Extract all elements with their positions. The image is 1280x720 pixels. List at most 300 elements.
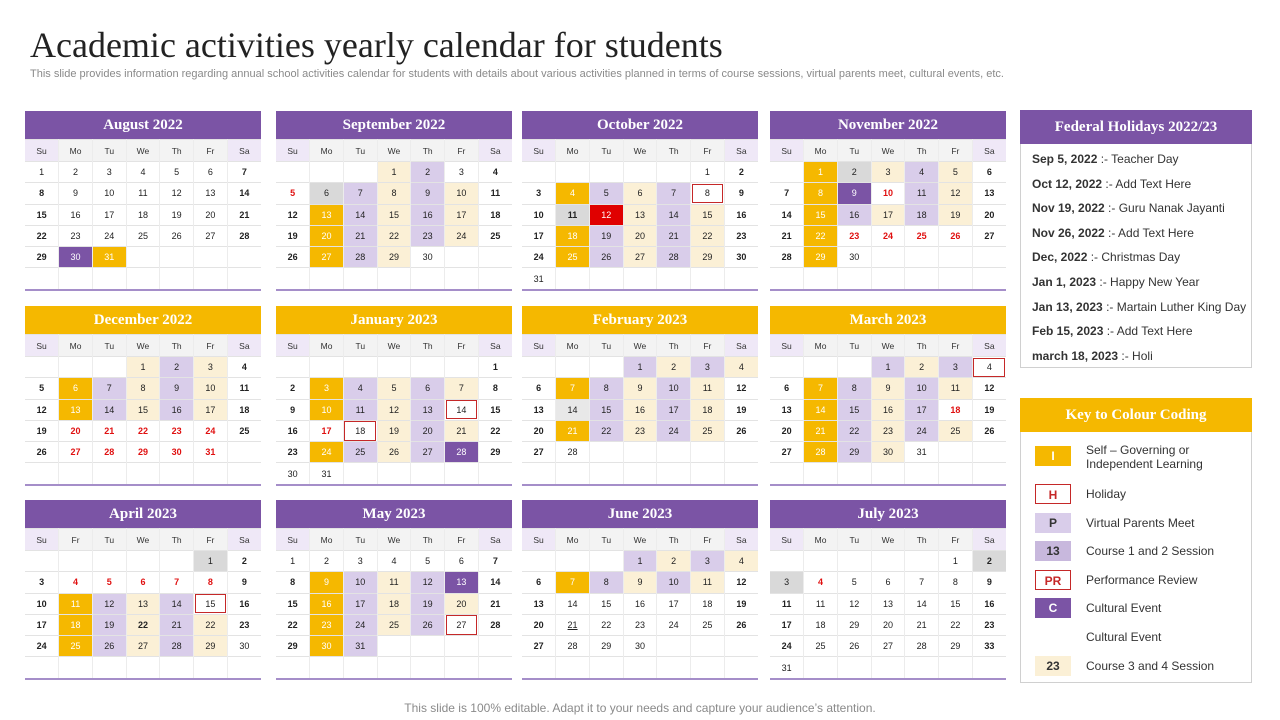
calendar-day-cell: 8 xyxy=(691,183,725,204)
weekday-header: Sa xyxy=(227,529,261,551)
colour-key-item xyxy=(1035,443,1245,469)
calendar-day-cell: 5 xyxy=(25,378,59,399)
calendar-day-cell: 18 xyxy=(59,614,93,635)
calendar-day-cell: 12 xyxy=(724,378,758,399)
calendar-day-cell: 14 xyxy=(160,593,194,614)
calendar-day-cell: 3 xyxy=(445,162,479,183)
calendar-day-cell xyxy=(377,268,411,289)
calendar-day-cell: 2 xyxy=(227,551,261,572)
calendar-day-cell xyxy=(160,268,194,289)
calendar-day-cell: 7 xyxy=(905,572,939,593)
weekday-header: Sa xyxy=(724,335,758,357)
calendar-day-cell xyxy=(377,357,411,378)
calendar-day-cell: 21 xyxy=(556,614,590,635)
calendar-month-title: May 2023 xyxy=(276,500,512,528)
calendar-day-cell: 28 xyxy=(556,442,590,463)
calendar-day-cell: 13 xyxy=(194,183,228,204)
calendar-day-cell xyxy=(445,357,479,378)
calendar-month xyxy=(25,306,261,486)
weekday-header: Mo xyxy=(310,335,344,357)
calendar-day-cell: 20 xyxy=(59,420,93,441)
colour-key-label: Performance Review xyxy=(1086,573,1198,587)
calendar-day-cell: 1 xyxy=(871,357,905,378)
calendar-day-cell: 23 xyxy=(623,614,657,635)
calendar-day-cell xyxy=(871,268,905,289)
calendar-day-cell: 30 xyxy=(227,636,261,657)
calendar-day-cell: 22 xyxy=(194,614,228,635)
calendar-day-cell: 26 xyxy=(377,442,411,463)
calendar-day-cell: 6 xyxy=(770,378,804,399)
calendar-day-cell: 20 xyxy=(871,614,905,635)
calendar-day-cell: 2 xyxy=(59,162,93,183)
calendar-day-cell xyxy=(160,657,194,678)
calendar-day-cell xyxy=(623,442,657,463)
colour-key-label: Course 3 and 4 Session xyxy=(1086,659,1215,673)
calendar-day-cell: 29 xyxy=(837,442,871,463)
calendar-day-cell: 1 xyxy=(126,357,160,378)
weekday-header: We xyxy=(623,529,657,551)
holiday-item xyxy=(1021,172,1251,197)
weekday-header: We xyxy=(126,140,160,162)
calendar-day-cell: 16 xyxy=(972,593,1006,614)
calendar-day-cell: 15 xyxy=(837,399,871,420)
calendar-day-cell: 20 xyxy=(623,225,657,246)
calendar-day-cell: 12 xyxy=(411,572,445,593)
calendar-day-cell: 17 xyxy=(25,614,59,635)
weekday-header: Sa xyxy=(724,140,758,162)
weekday-header: Th xyxy=(905,140,939,162)
calendar-day-cell xyxy=(126,247,160,268)
calendar-day-cell: 7 xyxy=(343,183,377,204)
calendar-day-cell: 12 xyxy=(939,183,973,204)
calendar-day-cell: 8 xyxy=(804,183,838,204)
calendar-day-cell xyxy=(804,657,838,678)
calendar-day-cell: 4 xyxy=(227,357,261,378)
calendar-day-cell: 5 xyxy=(411,551,445,572)
weekday-header: Mo xyxy=(804,529,838,551)
calendar-day-cell: 20 xyxy=(445,593,479,614)
calendar-day-cell: 15 xyxy=(126,399,160,420)
calendar-day-cell xyxy=(691,636,725,657)
calendar-day-cell xyxy=(724,268,758,289)
weekday-header: Sa xyxy=(972,529,1006,551)
calendar-day-cell xyxy=(623,162,657,183)
calendar-table xyxy=(770,334,1006,484)
calendar-day-cell xyxy=(445,268,479,289)
calendar-day-cell xyxy=(939,463,973,484)
calendar-day-cell: 12 xyxy=(25,399,59,420)
calendar-day-cell: 25 xyxy=(939,420,973,441)
weekday-header: Su xyxy=(276,140,310,162)
calendar-day-cell: 27 xyxy=(126,636,160,657)
calendar-day-cell: 17 xyxy=(310,420,344,441)
colour-key-item xyxy=(1035,567,1245,593)
calendar-day-cell: 33 xyxy=(972,636,1006,657)
calendar-day-cell xyxy=(837,268,871,289)
weekday-header: Fr xyxy=(939,335,973,357)
calendar-day-cell xyxy=(478,463,512,484)
calendar-day-cell: 18 xyxy=(377,593,411,614)
calendar-day-cell: 23 xyxy=(411,225,445,246)
calendar-day-cell: 11 xyxy=(227,378,261,399)
calendar-day-cell: 16 xyxy=(871,399,905,420)
weekday-header: We xyxy=(623,140,657,162)
weekday-header: Fr xyxy=(691,140,725,162)
calendar-day-cell: 11 xyxy=(939,378,973,399)
calendar-day-cell xyxy=(377,463,411,484)
weekday-header: Tu xyxy=(589,140,623,162)
calendar-day-cell: 6 xyxy=(310,183,344,204)
weekday-header: Su xyxy=(522,335,556,357)
colour-key-label: Cultural Event xyxy=(1086,630,1162,644)
calendar-day-cell: 3 xyxy=(522,183,556,204)
calendar-day-cell xyxy=(724,442,758,463)
calendar-day-cell: 4 xyxy=(377,551,411,572)
calendar-day-cell: 17 xyxy=(770,614,804,635)
calendar-day-cell: 27 xyxy=(310,247,344,268)
calendar-day-cell: 22 xyxy=(25,225,59,246)
calendar-day-cell: 18 xyxy=(804,614,838,635)
calendar-day-cell: 1 xyxy=(623,551,657,572)
calendar-day-cell: 26 xyxy=(25,442,59,463)
calendar-day-cell: 6 xyxy=(59,378,93,399)
calendar-day-cell: 10 xyxy=(871,183,905,204)
weekday-header: Tu xyxy=(92,140,126,162)
calendar-day-cell: 30 xyxy=(724,247,758,268)
calendar-day-cell: 13 xyxy=(126,593,160,614)
calendar-day-cell: 17 xyxy=(905,399,939,420)
calendar-day-cell: 21 xyxy=(343,225,377,246)
calendar-day-cell: 29 xyxy=(837,614,871,635)
calendar-day-cell xyxy=(478,247,512,268)
calendar-day-cell: 15 xyxy=(589,593,623,614)
calendar-day-cell: 11 xyxy=(478,183,512,204)
calendar-day-cell: 26 xyxy=(276,247,310,268)
calendar-day-cell xyxy=(522,357,556,378)
calendar-day-cell: 26 xyxy=(92,636,126,657)
calendar-day-cell xyxy=(871,247,905,268)
calendar-day-cell xyxy=(92,657,126,678)
holiday-item xyxy=(1021,344,1251,369)
calendar-day-cell: 29 xyxy=(25,247,59,268)
calendar-day-cell: 9 xyxy=(837,183,871,204)
calendar-day-cell: 26 xyxy=(837,636,871,657)
calendar-day-cell xyxy=(310,162,344,183)
calendar-day-cell: 22 xyxy=(126,420,160,441)
calendar-day-cell xyxy=(939,442,973,463)
calendar-day-cell: 11 xyxy=(770,593,804,614)
calendar-day-cell xyxy=(445,636,479,657)
weekday-header: Th xyxy=(160,529,194,551)
calendar-day-cell xyxy=(227,463,261,484)
calendar-day-cell xyxy=(276,357,310,378)
calendar-day-cell: 10 xyxy=(194,378,228,399)
weekday-header: Su xyxy=(522,140,556,162)
holiday-name: :- Guru Nanak Jayanti xyxy=(1104,201,1225,216)
calendar-day-cell: 17 xyxy=(445,204,479,225)
calendar-day-cell: 12 xyxy=(377,399,411,420)
holiday-item xyxy=(1021,221,1251,246)
calendar-day-cell: 16 xyxy=(160,399,194,420)
calendar-day-cell: 12 xyxy=(972,378,1006,399)
weekday-header: Fr xyxy=(445,335,479,357)
colour-key-label: Virtual Parents Meet xyxy=(1086,516,1195,530)
holiday-item xyxy=(1021,295,1251,320)
calendar-day-cell: 16 xyxy=(59,204,93,225)
calendar-day-cell: 26 xyxy=(724,420,758,441)
calendar-day-cell: 4 xyxy=(724,357,758,378)
federal-holidays-list xyxy=(1021,144,1251,368)
calendar-day-cell: 18 xyxy=(905,204,939,225)
calendar-day-cell: 8 xyxy=(194,572,228,593)
calendar-day-cell xyxy=(445,463,479,484)
calendar-day-cell: 19 xyxy=(92,614,126,635)
calendar-day-cell: 24 xyxy=(194,420,228,441)
calendar-day-cell: 1 xyxy=(623,357,657,378)
calendar-day-cell: 19 xyxy=(589,225,623,246)
weekday-header: Sa xyxy=(478,140,512,162)
calendar-day-cell xyxy=(92,463,126,484)
calendar-day-cell: 18 xyxy=(691,593,725,614)
calendar-day-cell: 8 xyxy=(276,572,310,593)
calendar-day-cell: 21 xyxy=(556,420,590,441)
weekday-header: Mo xyxy=(804,335,838,357)
holiday-date: Sep 5, 2022 xyxy=(1032,152,1098,166)
calendar-day-cell: 28 xyxy=(227,225,261,246)
calendar-day-cell: 13 xyxy=(411,399,445,420)
calendar-day-cell: 21 xyxy=(227,204,261,225)
calendar-day-cell xyxy=(522,657,556,678)
weekday-header: Su xyxy=(276,335,310,357)
calendar-day-cell: 26 xyxy=(939,225,973,246)
calendar-day-cell: 18 xyxy=(556,225,590,246)
federal-holidays-title: Federal Holidays 2022/23 xyxy=(1020,110,1252,144)
weekday-header: Th xyxy=(905,335,939,357)
calendar-day-cell: 31 xyxy=(310,463,344,484)
calendar-day-cell: 6 xyxy=(445,551,479,572)
calendar-table xyxy=(522,528,758,678)
calendar-day-cell: 9 xyxy=(59,183,93,204)
holiday-name: :- Add Text Here xyxy=(1103,324,1193,339)
calendar-day-cell xyxy=(589,463,623,484)
calendar-day-cell: 22 xyxy=(126,614,160,635)
calendar-day-cell xyxy=(589,657,623,678)
calendar-day-cell: 24 xyxy=(445,225,479,246)
calendar-day-cell: 22 xyxy=(939,614,973,635)
colour-key-item xyxy=(1035,624,1245,650)
calendar-day-cell xyxy=(657,463,691,484)
calendar-day-cell: 9 xyxy=(160,378,194,399)
calendar-day-cell: 22 xyxy=(478,420,512,441)
colour-key-item xyxy=(1035,481,1245,507)
calendar-day-cell: 28 xyxy=(905,636,939,657)
calendar-day-cell: 9 xyxy=(623,378,657,399)
calendar-day-cell: 28 xyxy=(657,247,691,268)
calendar-day-cell: 5 xyxy=(589,183,623,204)
calendar-day-cell: 8 xyxy=(126,378,160,399)
calendar-day-cell: 11 xyxy=(905,183,939,204)
holiday-name: :- Holi xyxy=(1118,348,1153,363)
calendar-day-cell: 29 xyxy=(478,442,512,463)
calendar-day-cell xyxy=(411,357,445,378)
calendar-day-cell: 11 xyxy=(804,593,838,614)
calendar-day-cell: 22 xyxy=(804,225,838,246)
calendar-day-cell: 27 xyxy=(522,636,556,657)
calendar-day-cell: 9 xyxy=(724,183,758,204)
calendar-day-cell: 30 xyxy=(837,247,871,268)
holiday-name: :- Add Text Here xyxy=(1104,225,1194,240)
calendar-day-cell xyxy=(59,357,93,378)
calendar-day-cell: 23 xyxy=(276,442,310,463)
calendar-day-cell xyxy=(837,463,871,484)
calendar-day-cell: 4 xyxy=(972,357,1006,378)
calendar-day-cell: 3 xyxy=(310,378,344,399)
calendar-day-cell: 12 xyxy=(837,593,871,614)
weekday-header: Tu xyxy=(92,529,126,551)
calendar-day-cell: 27 xyxy=(972,225,1006,246)
calendar-day-cell: 25 xyxy=(691,420,725,441)
calendar-day-cell: 7 xyxy=(160,572,194,593)
calendar-day-cell: 2 xyxy=(411,162,445,183)
calendar-day-cell: 19 xyxy=(411,593,445,614)
calendar-day-cell: 3 xyxy=(691,551,725,572)
calendar-day-cell: 6 xyxy=(522,572,556,593)
calendar-day-cell: 15 xyxy=(589,399,623,420)
calendar-day-cell: 9 xyxy=(276,399,310,420)
calendar-day-cell xyxy=(556,357,590,378)
calendar-day-cell: 9 xyxy=(310,572,344,593)
calendar-day-cell: 27 xyxy=(411,442,445,463)
colour-key-panel xyxy=(1020,398,1252,683)
holiday-date: Nov 26, 2022 xyxy=(1032,225,1105,240)
calendar-day-cell: 19 xyxy=(276,225,310,246)
weekday-header: Fr xyxy=(691,335,725,357)
calendar-day-cell: 10 xyxy=(310,399,344,420)
calendar-day-cell: 16 xyxy=(227,593,261,614)
calendar-day-cell: 20 xyxy=(770,420,804,441)
weekday-header: Fr xyxy=(194,140,228,162)
calendar-day-cell: 28 xyxy=(92,442,126,463)
calendar-day-cell xyxy=(276,162,310,183)
calendar-day-cell: 3 xyxy=(194,357,228,378)
calendar-day-cell xyxy=(343,463,377,484)
calendar-day-cell: 2 xyxy=(972,551,1006,572)
calendar-day-cell: 7 xyxy=(804,378,838,399)
calendar-month-title: July 2023 xyxy=(770,500,1006,528)
holiday-date: Jan 13, 2023 xyxy=(1032,299,1103,314)
calendar-table xyxy=(276,139,512,289)
calendar-day-cell xyxy=(194,463,228,484)
calendar-day-cell: 14 xyxy=(556,593,590,614)
calendar-day-cell: 13 xyxy=(972,183,1006,204)
calendar-day-cell: 7 xyxy=(478,551,512,572)
weekday-header: Tu xyxy=(92,335,126,357)
calendar-day-cell: 5 xyxy=(276,183,310,204)
calendar-day-cell xyxy=(837,357,871,378)
calendar-day-cell xyxy=(310,268,344,289)
weekday-header: Th xyxy=(411,140,445,162)
calendar-month xyxy=(25,111,261,291)
colour-swatch: 23 xyxy=(1035,656,1071,676)
page-title: Academic activities yearly calendar for students xyxy=(30,25,723,65)
calendar-day-cell: 11 xyxy=(59,593,93,614)
calendar-day-cell xyxy=(871,551,905,572)
calendar-table xyxy=(276,334,512,484)
calendar-day-cell: 10 xyxy=(657,572,691,593)
holiday-name: :- Add Text Here xyxy=(1102,176,1192,191)
calendar-day-cell xyxy=(25,657,59,678)
calendar-day-cell xyxy=(871,657,905,678)
calendar-day-cell: 24 xyxy=(770,636,804,657)
calendar-day-cell: 17 xyxy=(657,399,691,420)
calendar-day-cell: 23 xyxy=(227,614,261,635)
calendar-day-cell xyxy=(126,268,160,289)
calendar-day-cell: 25 xyxy=(227,420,261,441)
weekday-header: We xyxy=(871,529,905,551)
calendar-day-cell: 5 xyxy=(837,572,871,593)
calendar-day-cell: 15 xyxy=(691,204,725,225)
calendar-day-cell: 8 xyxy=(478,378,512,399)
calendar-month xyxy=(25,500,261,680)
calendar-day-cell: 4 xyxy=(126,162,160,183)
weekday-header: Su xyxy=(25,529,59,551)
calendar-day-cell: 3 xyxy=(691,357,725,378)
calendar-day-cell: 7 xyxy=(657,183,691,204)
calendar-day-cell xyxy=(691,463,725,484)
calendar-day-cell: 25 xyxy=(905,225,939,246)
holiday-item xyxy=(1021,196,1251,221)
calendar-day-cell xyxy=(377,636,411,657)
calendar-day-cell: 4 xyxy=(478,162,512,183)
calendar-day-cell: 23 xyxy=(837,225,871,246)
colour-key-label: Self – Governing or Independent Learning xyxy=(1086,443,1203,471)
calendar-day-cell: 8 xyxy=(589,572,623,593)
calendar-day-cell: 4 xyxy=(804,572,838,593)
calendar-day-cell: 1 xyxy=(691,162,725,183)
calendar-day-cell: 20 xyxy=(310,225,344,246)
weekday-header: Su xyxy=(770,529,804,551)
calendar-day-cell: 22 xyxy=(589,420,623,441)
calendar-day-cell: 16 xyxy=(837,204,871,225)
calendar-day-cell xyxy=(194,247,228,268)
calendar-day-cell: 2 xyxy=(724,162,758,183)
weekday-header: We xyxy=(377,529,411,551)
calendar-table xyxy=(522,139,758,289)
calendar-day-cell xyxy=(59,657,93,678)
calendar-month xyxy=(522,111,758,291)
calendar-day-cell: 24 xyxy=(343,614,377,635)
colour-swatch: P xyxy=(1035,513,1071,533)
calendar-day-cell: 31 xyxy=(905,442,939,463)
calendar-day-cell: 25 xyxy=(478,225,512,246)
calendar-month xyxy=(770,306,1006,486)
holiday-item xyxy=(1021,245,1251,270)
weekday-header: Su xyxy=(770,140,804,162)
calendar-day-cell xyxy=(556,268,590,289)
calendar-day-cell: 13 xyxy=(310,204,344,225)
calendar-day-cell: 21 xyxy=(160,614,194,635)
weekday-header: Fr xyxy=(59,529,93,551)
calendar-day-cell: 31 xyxy=(770,657,804,678)
calendar-day-cell: 22 xyxy=(589,614,623,635)
calendar-day-cell: 26 xyxy=(160,225,194,246)
colour-swatch: 13 xyxy=(1035,541,1071,561)
calendar-day-cell: 27 xyxy=(871,636,905,657)
calendar-day-cell: 12 xyxy=(589,204,623,225)
calendar-day-cell xyxy=(657,636,691,657)
calendar-day-cell: 11 xyxy=(343,399,377,420)
calendar-day-cell xyxy=(691,442,725,463)
